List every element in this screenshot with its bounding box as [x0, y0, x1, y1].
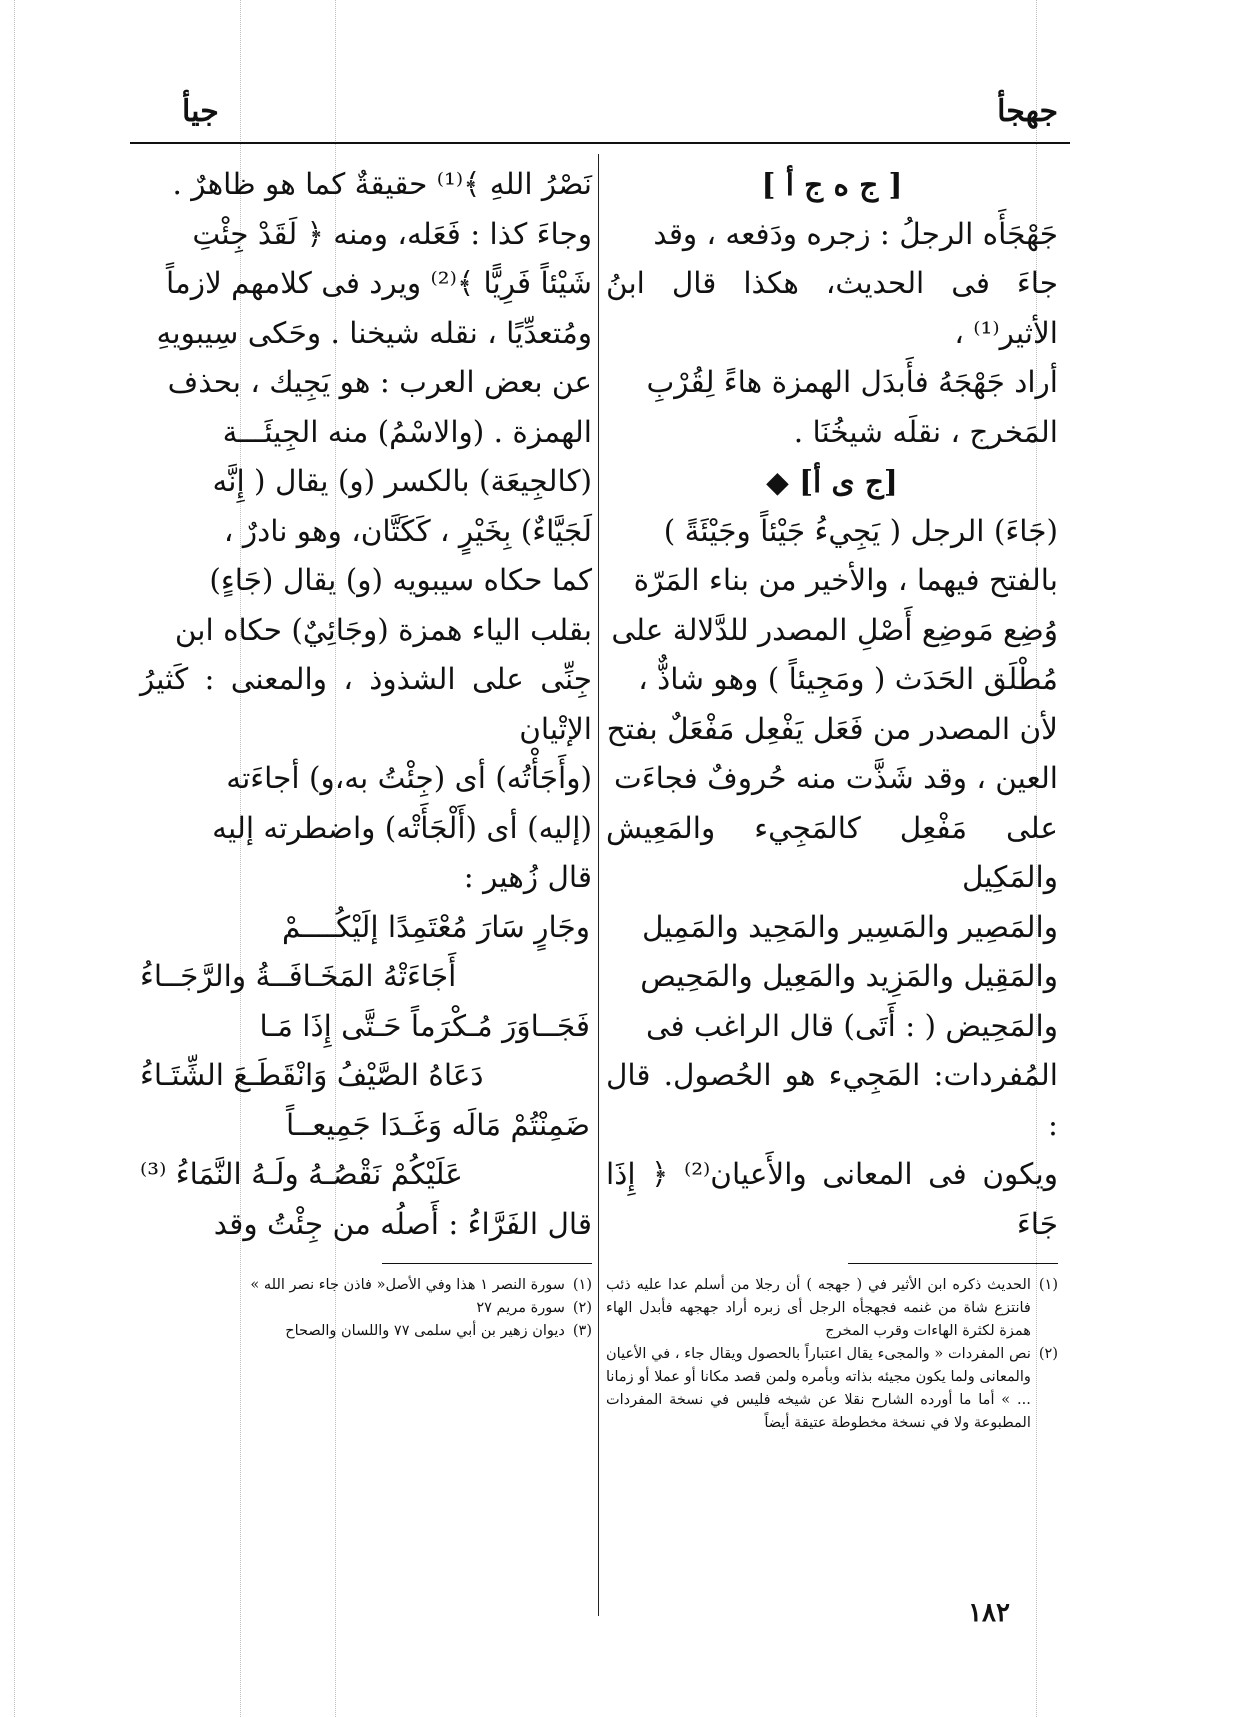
- entry-line: بالفتح فيهما ، والأخير من بناء المَرّة: [633, 563, 1058, 597]
- entry-line: أراد جَهْجَهُ فأَبدَل الهمزة هاءً لِقُرْبِ: [646, 365, 1058, 399]
- footnotes-right: [606, 1274, 1058, 1435]
- entry-line: قال الفَرَّاءُ : أَصلُه من جِئْتُ وقد: [213, 1206, 592, 1241]
- column-divider: [598, 154, 599, 1616]
- entry-line: على مَفْعِل كالمَجِيء والمَعِيش والمَكِيل: [606, 810, 1058, 894]
- header-rule: [130, 142, 1070, 144]
- entry-line: كما حكاه سيبويه (و) يقال (جَاءٍ): [209, 563, 592, 597]
- entry-root-heading: [ ج ه ج أ ]: [761, 167, 903, 202]
- footnote-text: سورة مريم ٢٧: [476, 1300, 565, 1316]
- entry-line: (كالجِيعَة) بالكسر (و) يقال ( إِنَّه: [212, 464, 592, 498]
- entry-line: بقلب الياء همزة (وجَائِيٌ) حكاه ابن: [174, 612, 592, 647]
- footnote-text: الحديث ذكره ابن الأثير في ( جهجه ) أن رجلا من أسلم عدا عليه ذئب فانتزع شاة من غنمه فجهجأه الرجل أى زبره أراد جهجهه فأبدل الهاء همزة لكثرة الهاءات وقرب المخرج: [606, 1277, 1031, 1339]
- entry-line: (وأَجَأْتُه) أى (جِئْتُ به،و) أجاءَته: [226, 761, 592, 795]
- entry-line: والمَصِير والمَسِير والمَحِيد والمَمِيل: [641, 909, 1058, 944]
- entry-line: مُطْلَق الحَدَث ( ومَجِيئاً ) وهو شاذٌّ ،: [638, 662, 1058, 696]
- entry-line: جاءَ فى الحديث، هكذا قال ابنُ الأثير⁽¹⁾ ،: [606, 266, 1058, 350]
- running-head-right: جهجأ: [997, 94, 1058, 129]
- footnote: [140, 1297, 592, 1320]
- footnote-text: سورة النصر ١ هذا وفي الأصل« فاذن جاء نصر الله »: [250, 1277, 565, 1293]
- entry-line: شَيْئاً فَرِيًّا ﴾⁽²⁾ ويرد فى كلامهم لازماً: [165, 266, 592, 300]
- left-column: [140, 160, 592, 1343]
- footnote-number: (٣): [572, 1323, 592, 1339]
- entry-line: جَهْجَأَه الرجلُ : زجره ودَفعه ، وقد: [653, 216, 1058, 251]
- entry-line: (جَاءَ) الرجل ( يَجِيءُ جَيْئاً وجَيْئَةً ): [663, 513, 1058, 548]
- page-number: ١٨٢: [968, 1598, 1010, 1628]
- verse-line: أَجَاءَتْهُ المَخَـافَــةُ والرَّجَــاءُ: [140, 959, 457, 993]
- entry-line: (إليه) أى (أَلْجَأَتْه) واضطرته إليه: [212, 810, 592, 845]
- entry-line: ومُتعدِّيًا ، نقله شيخنا . وحَكى سِيبويهِ: [156, 315, 592, 350]
- scan-artifact-line: [14, 0, 15, 1717]
- entry-line: المُفردات: المَجِيء هو الحُصول. قال :: [606, 1058, 1058, 1142]
- verse-line: فَجَــاوَرَ مُـكْرَماً حَـتَّى إِذَا مَـا: [259, 1008, 590, 1043]
- footnote-text: نص المفردات « والمجىء يقال اعتباراً بالحصول ويقال جاء ، في الأعيان والمعانى ولما يكون مجيئه بذاته وبأمره ولمن قصد مكانا أو عملا أو زمانا ... » أما ما أورده الشارح نقلا عن شيخه فليس في نسخة المفردات المطبوعة ولا في نسخة مخطوطة عتيقة أيضاً: [606, 1346, 1031, 1431]
- footnote: [606, 1343, 1058, 1435]
- entry-line: قال زُهير :: [463, 860, 592, 894]
- entry-line: جِنِّى على الشذوذ ، والمعنى : كَثيرُ الإتْيان: [140, 662, 592, 746]
- footnote: [140, 1274, 592, 1297]
- entry-root-heading: [ج ى أ] ◆: [766, 464, 898, 499]
- entry-line: لأن المصدر من فَعَل يَفْعِل مَفْعَلٌ بفتح: [606, 711, 1058, 746]
- poem-verse: [140, 903, 592, 1200]
- entry-line: لَجَيَّاءٌ) بِخَيْرٍ ، كَكَتَّان، وهو نادرٌ ،: [223, 513, 592, 548]
- entry-line: عن بعض العرب : هو يَجِيك ، بحذف: [167, 365, 592, 399]
- entry-line: ويكون فى المعانى والأَعيان⁽²⁾ ﴿ إِذَا جَاءَ: [606, 1157, 1058, 1241]
- verse-line: عَلَيْكُمْ نَقْصُـهُ ولَـهُ النَّمَاءُ ⁽³⁾: [140, 1157, 463, 1191]
- footnote: [606, 1274, 1058, 1343]
- entry-line: وُضِع مَوضِع أَصْلِ المصدر للدَّلالة على: [611, 612, 1058, 647]
- entry-line: المَخرج ، نقلَه شيخُنَا .: [793, 414, 1058, 449]
- entry-line: نَصْرُ اللهِ ﴾⁽¹⁾ حقيقةٌ كما هو ظاهرٌ .: [172, 167, 592, 201]
- footnote-rule: [382, 1263, 592, 1264]
- entry-line: والمَقِيل والمَزِيد والمَعِيل والمَحِيص: [640, 959, 1058, 993]
- verse-line: ضَمِنْتُمْ مَالَه وَغَـدَا جَمِيعــاً: [286, 1107, 590, 1142]
- running-head-left: جيأ: [182, 94, 219, 129]
- footnote-rule: [848, 1263, 1058, 1264]
- entry-line: وجاءَ كذا : فَعَله، ومنه ﴿ لَقَدْ جِئْتِ: [192, 216, 592, 251]
- entry-line: والمَحِيض ( : أَتَى) قال الراغب فى: [645, 1008, 1058, 1043]
- footnote: [140, 1320, 592, 1343]
- footnote-number: (١): [1038, 1277, 1058, 1293]
- footnotes-left: [140, 1274, 592, 1343]
- dictionary-page: [120, 70, 1070, 1690]
- verse-line: دَعَاهُ الصَّيْفُ وَانْقَطَـعَ الشِّتَـاءُ: [140, 1058, 484, 1092]
- footnote-number: (١): [572, 1277, 592, 1293]
- footnote-number: (٢): [572, 1300, 592, 1316]
- entry-line: العين ، وقد شَذَّت منه حُروفٌ فجاءَت: [614, 761, 1058, 795]
- right-column: [606, 160, 1058, 1435]
- footnote-number: (٢): [1038, 1346, 1058, 1362]
- entry-line: الهمزة . (والاسْمُ) منه الجِيئَـــة: [222, 414, 592, 449]
- footnote-text: ديوان زهير بن أبي سلمى ٧٧ واللسان والصحاح: [285, 1323, 565, 1339]
- verse-line: وجَارٍ سَارَ مُعْتَمِدًا إلَيْكُــــمْ: [281, 909, 590, 944]
